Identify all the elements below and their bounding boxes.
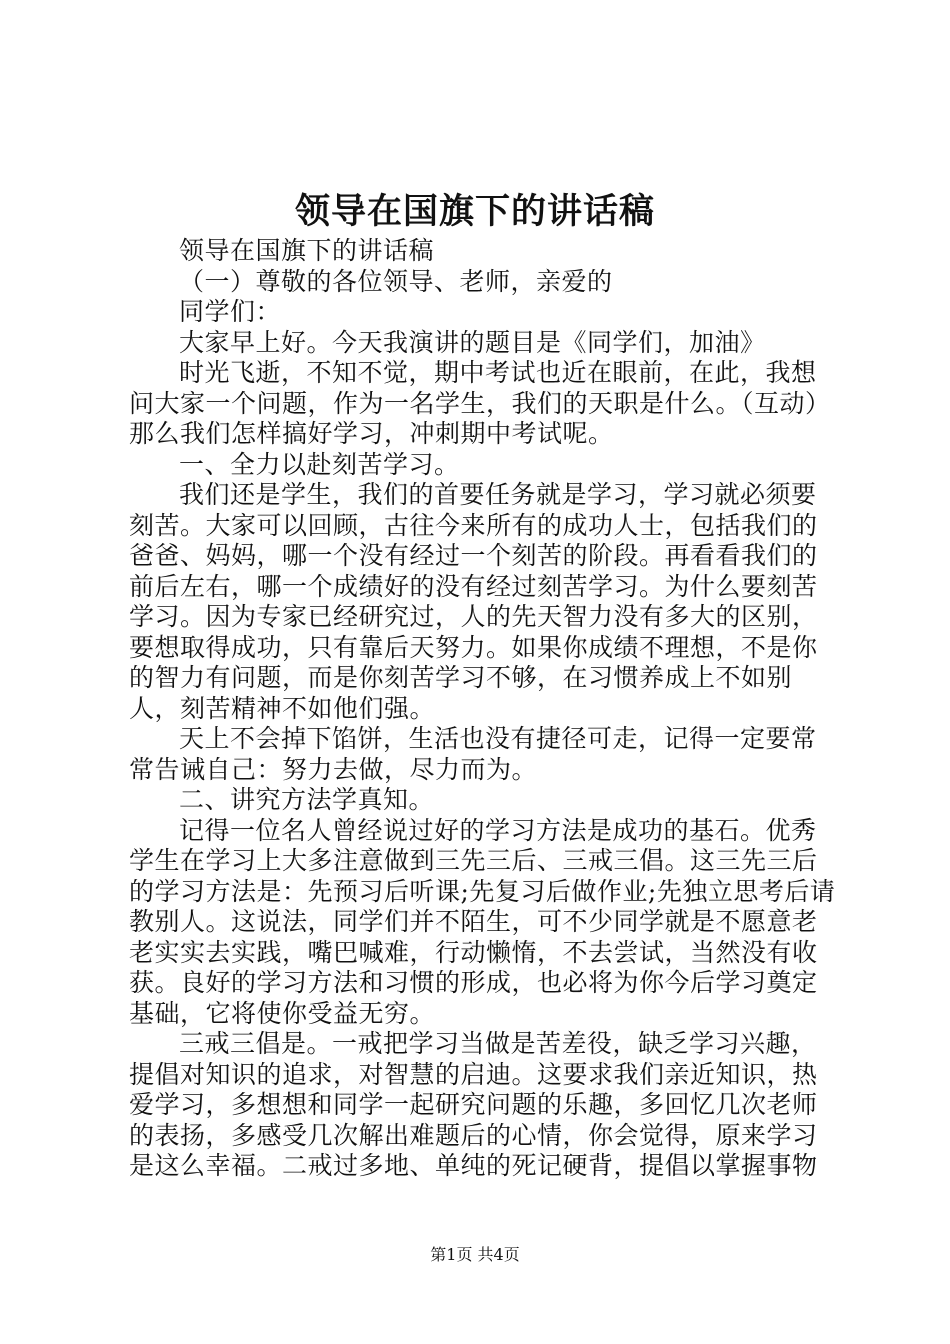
page-footer: 第1页 共4页 xyxy=(430,1245,520,1264)
paragraph: 时光飞逝，不知不觉，期中考试也近在眼前，在此，我想问大家一个问题，作为一名学生，我们的天职是什么。（互动）那么我们怎样搞好学习，冲刺期中考试呢。 xyxy=(129,358,831,448)
document-title: 领导在国旗下的讲话稿 xyxy=(294,192,655,232)
section-heading: 二、讲究方法学真知。 xyxy=(179,785,435,814)
paragraph: 天上不会掉下馅饼，生活也没有捷径可走，记得一定要常常告诫自己：努力去做，尽力而为。 xyxy=(129,724,817,784)
paragraph: 大家早上好。今天我演讲的题目是《同学们，加油》 xyxy=(179,327,766,357)
paragraph: （一）尊敬的各位领导、老师，亲爱的 xyxy=(179,266,613,296)
paragraph: 我们还是学生，我们的首要任务就是学习，学习就必须要刻苦。大家可以回顾，古往今来所有的成功人士，包括我们的爸爸、妈妈，哪一个没有经过一个刻苦的阶段。再看看我们的前后左右，哪一个成绩好的没有经过刻苦学习。为什么要刻苦学习。因为专家已经研究过，人的先天智力没有多大的区别，要想取得成功，只有靠后天努力。如果你成绩不理想，不是你的智力有问题，而是你刻苦学习不够，在习惯养成上不如别人，刻苦精神不如他们强。 xyxy=(129,480,818,723)
paragraph: 三戒三倡是。一戒把学习当做是苦差役，缺乏学习兴趣，提倡对知识的追求，对智慧的启迪。这要求我们亲近知识，热爱学习，多想想和同学一起研究问题的乐趣，多回忆几次老师的表扬，多感受几次解出难题后的心情，你会觉得，原来学习是这么幸福。二戒过多地、单纯的死记硬背，提倡以掌握事物 xyxy=(129,1029,818,1180)
paragraph: 领导在国旗下的讲话稿 xyxy=(179,236,435,265)
section-heading: 一、全力以赴刻苦学习。 xyxy=(179,449,460,479)
paragraph: 记得一位名人曾经说过好的学习方法是成功的基石。优秀学生在学习上大多注意做到三先三后、三戒三倡。这三先三后的学习方法是：先预习后听课;先复习后做作业;先独立思考后请教别人。这说法，同学们并不陌生，可不少同学就是不愿意老老实实去实践，嘴巴喊难，行动懒惰，不去尝试，当然没有收获。良好的学习方法和习惯的形成，也必将为你今后学习奠定基础，它将使你受益无穷。 xyxy=(129,815,836,1028)
document-body xyxy=(129,236,841,1182)
paragraph: 同学们： xyxy=(179,297,282,326)
